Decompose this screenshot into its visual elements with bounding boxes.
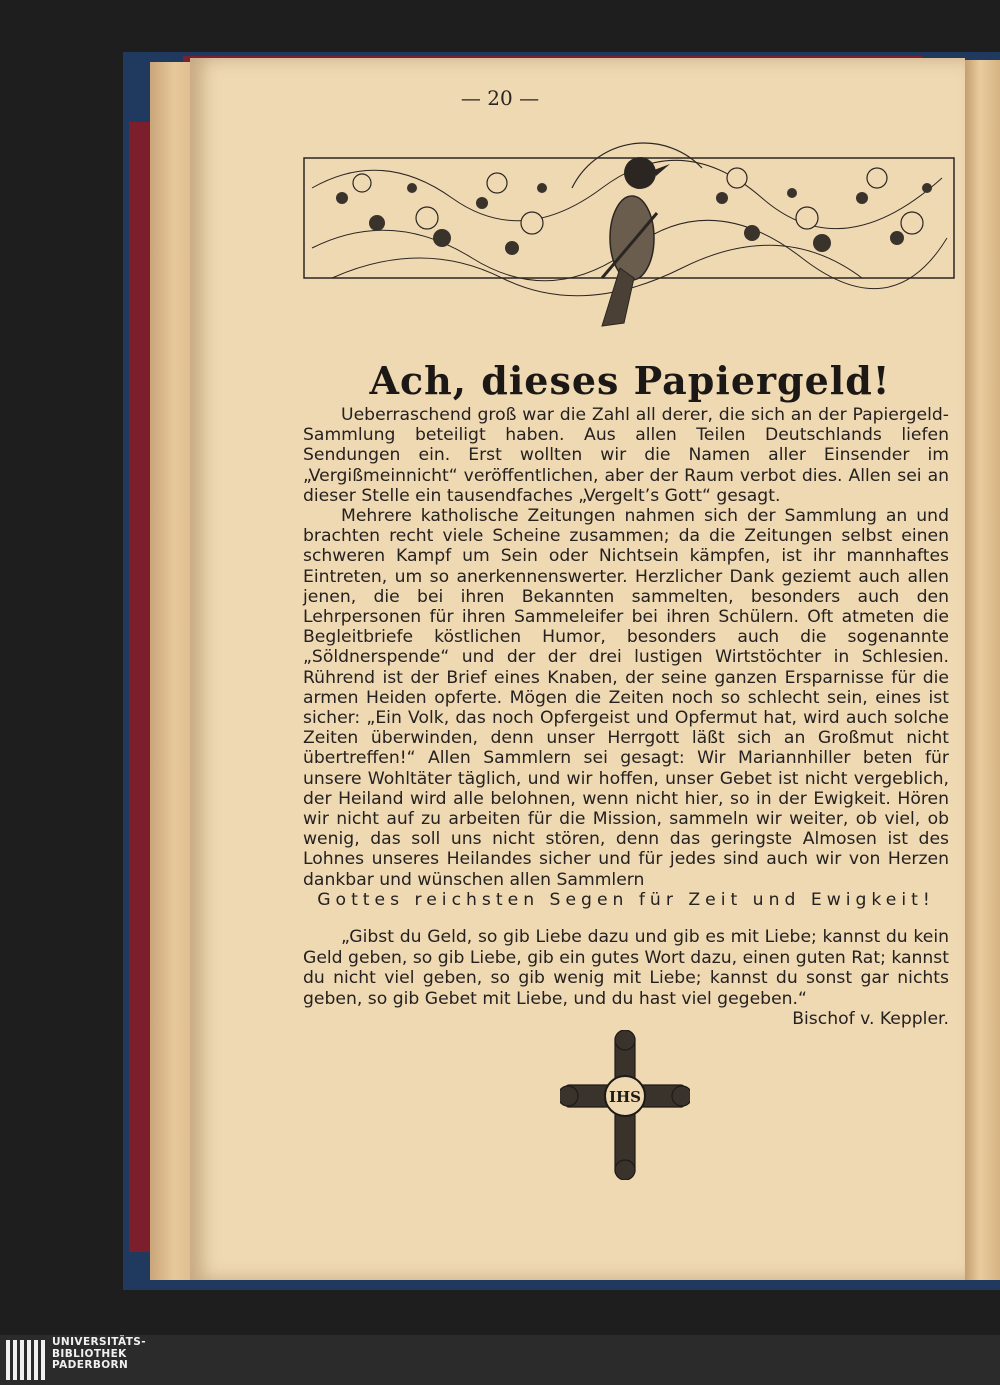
bird-icon: [602, 157, 670, 326]
quote-block: [303, 927, 949, 1030]
logo-line: PADERBORN: [52, 1359, 129, 1371]
body-paragraph: Ueberraschend groß war die Zahl all derer, die sich an der Papiergeld-Sammlung beteiligt haben. Aus allen Teilen Deutschlands liefen Sendungen ein. Erst wollten wir die Namen aller Einsender im „Vergißmeinnicht“ veröffentlichen, aber der Raum verbot dies. Allen sei an dieser Stelle ein tausendfaches „Vergelt’s Gott“ gesagt.: [303, 405, 949, 506]
cross-ornament-icon: [560, 1030, 690, 1180]
blessing-line: Gottes reichsten Segen für Zeit und Ewigkeit!: [317, 889, 935, 910]
bird-blossom-vignette: [302, 128, 956, 333]
quote-author: Bischof v. Keppler.: [792, 1009, 949, 1029]
body-paragraph: Mehrere katholische Zeitungen nahmen sich der Sammlung an und brachten recht viele Scheine zusammen; da die Zeitungen selbst einen schweren Kampf um Sein oder Nichtsein kämpfen, ist ihr mannhaftes Eintreten, um so anerkennenswerter. Herzlicher Dank geziemt auch allen jenen, die bei ihren Bekannten sammelten, besonders auch den Lehrpersonen für ihren Sammeleifer bei ihren Schülern. Oft atmeten die Begleitbriefe köstlichen Humor, besonders auch die sogenannte „Söldnerspende“ und der der drei lustigen Wirtstöchter in Schlesien. Rührend ist der Brief eines Knaben, der seine ganzen Ersparnisse für die armen Heiden opferte. Mögen die Zeiten noch so schlecht sein, eines ist sicher: „Ein Volk, das noch Opfergeist und Opfermut hat, wird auch solche Zeiten überwinden, denn unser Herrgott läßt sich an Großmut nicht übertreffen!“ Allen Sammlern sei gesagt: Wir Mariannhiller beten für unsere Wohltäter täglich, und wir hoffen, unser Gebet ist nicht vergeblich, der Heiland wird alle belohnen, wenn nicht hier, so in der Ewigkeit. Hören wir nicht auf zu arbeiten für die Mission, sammeln wir weiter, ob viel, ob wenig, das soll uns nicht stören, denn das geringste Almosen ist des Lohnes unseres Heilandes sicher und für jedes sind auch wir von Herzen dankbar und wünschen allen Sammlern: [303, 506, 949, 890]
library-logo-icon: [4, 1338, 48, 1382]
page-number: — 20 —: [460, 86, 540, 110]
logo-line: UNIVERSITÄTS-: [52, 1336, 147, 1348]
article-body: [303, 405, 949, 910]
quote-text: „Gibst du Geld, so gib Liebe dazu und gib es mit Liebe; kannst du kein Geld geben, so gib Liebe, gib ein gutes Wort dazu, einen guten Rat; kannst du nicht viel geben, so gib wenig mit Liebe; kannst du sonst gar nichts geben, so gib Gebet mit Liebe, und du hast viel gegeben.“: [303, 927, 949, 1009]
cross-monogram: IHS: [608, 1088, 642, 1106]
footer-bar: [0, 1335, 1000, 1385]
page-edges-right: [960, 60, 1000, 1280]
logo-line: BIBLIOTHEK: [52, 1347, 127, 1360]
library-logo-text: [52, 1337, 146, 1372]
article-title: Ach, dieses Papiergeld!: [369, 358, 891, 403]
